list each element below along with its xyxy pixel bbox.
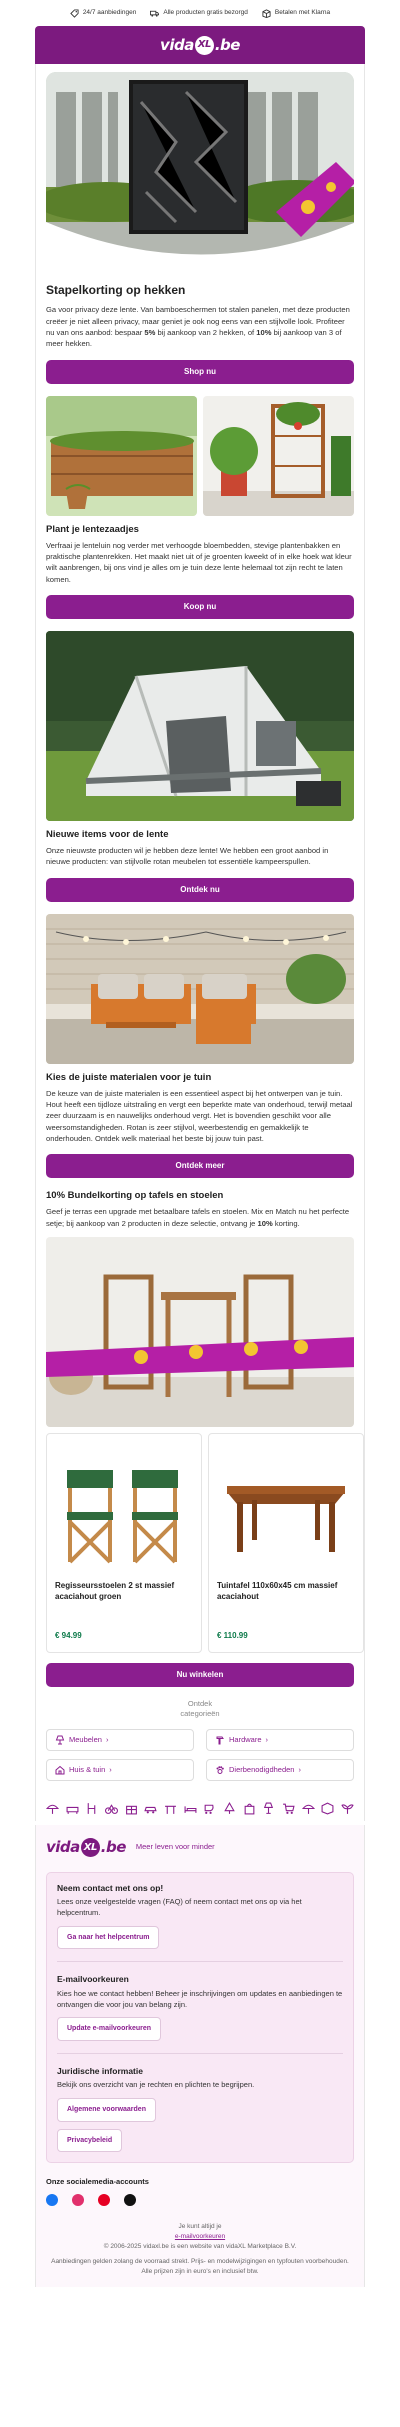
buy-now-button[interactable]: Koop nu (46, 595, 354, 619)
new-items-title: Nieuwe items voor de lente (46, 829, 169, 841)
planters-images (46, 396, 354, 516)
bed-icon (184, 1802, 197, 1815)
house-icon (55, 1765, 65, 1775)
explore-label: Ontdek (187, 1699, 213, 1709)
social-title: Onze socialemedia-accounts (46, 2177, 149, 2187)
copyright: © 2006-2025 vidaxl.be is een website van vidaXL Marketplace B.V. (103, 2242, 297, 2250)
vidaxl-logo[interactable] (160, 35, 240, 55)
cart-icon (282, 1802, 295, 1815)
legal-footer (46, 2222, 354, 2277)
category-pet-supplies[interactable] (206, 1759, 354, 1781)
logo-text: vida (46, 1838, 80, 1857)
tent-illustration (46, 631, 354, 821)
hammer-icon (215, 1735, 225, 1745)
product-card[interactable] (46, 1433, 202, 1653)
garden-table-image (217, 1442, 355, 1572)
usp-item (262, 9, 330, 18)
email-prefs-block (57, 1974, 343, 2041)
gift-icon (125, 1802, 138, 1815)
brand-header (35, 26, 365, 64)
bundle-title: 10% Bundelkorting op tafels en stoelen (46, 1190, 224, 1202)
category-hardware[interactable] (206, 1729, 354, 1751)
email-prefs-text: Kies hoe we contact hebben! Beheer je inschrijvingen om updates en aanbiedingen te ontvangen die voor jou van belang zijn. (57, 1988, 343, 2009)
hero-title: Stapelkorting op hekken (46, 283, 186, 297)
patio-set-illustration (46, 1237, 354, 1427)
tiktok-icon[interactable] (124, 2194, 136, 2206)
product-name: Tuintafel 110x60x45 cm massief acaciahout (217, 1581, 338, 1602)
email-prefs-title: E-mailvoorkeuren (57, 1974, 129, 1985)
lamp-icon (262, 1802, 275, 1815)
bundle-image[interactable] (46, 1237, 354, 1427)
usp-text: Alle producten gratis bezorgd (163, 8, 248, 16)
sofa-illustration (46, 914, 354, 1064)
umbrella-icon (46, 1802, 59, 1815)
logo-text: vida (160, 35, 194, 54)
umbrella-icon (302, 1802, 315, 1815)
raised-bed-illustration (46, 396, 197, 516)
logo-text: .be (214, 35, 240, 54)
contact-text: Lees onze veelgestelde vragen (FAQ) of neem contact met ons op via het helpcentrum. (57, 1897, 302, 1917)
bag-icon (243, 1802, 256, 1815)
truck-icon (150, 9, 159, 18)
box-icon (262, 9, 271, 18)
usp-text: 24/7 aanbiedingen (82, 8, 137, 16)
category-home-garden[interactable] (46, 1759, 194, 1781)
garden-furniture-image[interactable] (46, 914, 354, 1064)
category-icon-strip (46, 1795, 354, 1821)
tag-icon (70, 9, 79, 18)
new-items-text: Onze nieuwste producten wil je hebben deze lente! We hebben een groot aanbod in nieuwe producten: van stijlvolle rotan meubelen tot essentiële kampeerspullen. (46, 845, 329, 867)
unsubscribe-text: Je kunt altijd je (178, 2223, 222, 2231)
category-label: Hardware (229, 1735, 262, 1745)
plant-icon (341, 1802, 354, 1815)
logo-text: .be (100, 1838, 126, 1857)
director-chairs-image (55, 1442, 193, 1572)
product-card[interactable] (208, 1433, 364, 1653)
vidaxl-logo[interactable] (46, 1837, 126, 1857)
box-icon (321, 1802, 334, 1815)
category-label: Dierbenodigdheden (229, 1765, 295, 1775)
update-email-prefs-button[interactable]: Update e-mailvoorkeuren (57, 2017, 161, 2040)
category-label: Huis & tuin (69, 1765, 106, 1775)
table-icon (164, 1802, 177, 1815)
footer (35, 1825, 365, 2287)
bike-icon (105, 1802, 118, 1815)
planters-text: Verfraai je lenteluin nog verder met verhoogde bloembedden, stevige plantenbakken en praktische plantenrekken. Het maakt niet uit of je groenten kweekt of in elke hoek wat kleur wilt aanbrengen, bij ons vind je alles om je tuin deze lente helemaal tot zijn recht te laten komen. (46, 540, 352, 584)
materials-text: De keuze van de juiste materialen is een essentieel aspect bij het ontwerpen van je tuin. Hout heeft een tijdloze uitstraling en vergt een beperkte mate van onderhoud, terwijl metaal zeer duurzaam is en nauwelijks onderhoud vergt. Het is bovendien geschikt voor alle weersomstandigheden. Rotan is zeer stijlvol, weerbestendig en gemakkelijk te onderhouden. Ontdek welk materiaal het beste bij jouw tuin past. (46, 1088, 353, 1144)
gate-illustration (46, 72, 354, 272)
contact-block (57, 1883, 343, 1950)
instagram-icon[interactable] (72, 2194, 84, 2206)
discover-now-button[interactable]: Ontdek nu (46, 878, 354, 902)
stroller-icon (203, 1802, 216, 1815)
usp-item (150, 9, 248, 18)
product-price: € 110.99 (217, 1631, 248, 1641)
planters-title: Plant je lentezaadjes (46, 523, 139, 535)
disclaimer: Aanbiedingen gelden zolang de voorraad strekt. Prijs- en modelwijzigingen en typfouten voorbehouden. Alle prijzen zijn in euro's en inclusief btw. (51, 2258, 349, 2276)
shop-now-bundle-button[interactable]: Nu winkelen (46, 1663, 354, 1687)
materials-title: Kies de juiste materialen voor je tuin (46, 1071, 212, 1083)
email-prefs-link[interactable]: e-mailvoorkeuren (174, 2232, 226, 2240)
sofa-icon (66, 1802, 79, 1815)
terms-button[interactable]: Algemene voorwaarden (57, 2098, 156, 2121)
product-price: € 94.99 (55, 1631, 82, 1641)
legal-text: Bekijk ons overzicht van je rechten en plichten te begrijpen. (57, 2080, 255, 2090)
product-grid (46, 1433, 354, 1653)
category-label: Meubelen (69, 1735, 102, 1745)
category-grid (46, 1729, 354, 1781)
usp-text: Betalen met Klarna (274, 8, 331, 16)
legal-block (57, 2066, 343, 2152)
social-links (46, 2194, 354, 2206)
email-content (35, 64, 365, 1821)
logo-mark: XL (81, 1838, 100, 1857)
lamp-icon (55, 1735, 65, 1745)
discover-more-button[interactable]: Ontdek meer (46, 1154, 354, 1178)
privacy-button[interactable]: Privacybeleid (57, 2129, 122, 2152)
footer-brand (46, 1837, 354, 1857)
info-panel (46, 1872, 354, 2164)
contact-title: Neem contact met ons op! (57, 1882, 164, 1893)
product-name: Regisseursstoelen 2 st massief acaciahout groen (55, 1581, 175, 1602)
usp-bar (0, 0, 400, 26)
divider (57, 2053, 343, 2054)
category-furniture[interactable] (46, 1729, 194, 1751)
planter-image[interactable] (46, 396, 197, 516)
chair-icon (85, 1802, 98, 1815)
paw-icon (215, 1765, 225, 1775)
chevron-right-icon: › (109, 1765, 112, 1775)
chevron-right-icon: › (298, 1765, 301, 1775)
tree-icon (223, 1802, 236, 1815)
explore-label: categorieën (180, 1709, 220, 1719)
planter-image[interactable] (203, 396, 354, 516)
hero-image-gate[interactable] (46, 72, 354, 272)
tagline: Meer leven voor minder (135, 1842, 215, 1852)
logo-mark: XL (195, 36, 214, 55)
plant-rack-illustration (203, 396, 354, 516)
legal-title: Juridische informatie (57, 2065, 143, 2076)
pinterest-icon[interactable] (98, 2194, 110, 2206)
facebook-icon[interactable] (46, 2194, 58, 2206)
chevron-right-icon: › (105, 1735, 109, 1745)
bundle-text: Geef je terras een upgrade met betaalbare tafels en stoelen. Mix en Match nu het perfecte setje; bij aankoop van 2 producten in deze selectie, ontvang je 10% korting. (46, 1207, 350, 1228)
usp-item (70, 9, 137, 18)
help-center-button[interactable]: Ga naar het helpcentrum (57, 1926, 159, 1949)
chevron-right-icon: › (265, 1735, 269, 1745)
shop-now-button[interactable]: Shop nu (46, 360, 354, 384)
tent-image[interactable] (46, 631, 354, 821)
hero-text: Ga voor privacy deze lente. Van bamboeschermen tot stalen panelen, met deze producten creëer je niet alleen privacy, maar geniet je ook nog eens van een stijlvolle look. Profiteer nu van ons aanbod: bespaar 5% bij aankoop van 2 hekken, of 10% bij aankoop van 3 of meer hekken. (46, 305, 350, 349)
divider (57, 1961, 343, 1962)
car-icon (144, 1802, 157, 1815)
explore-heading (46, 1699, 354, 1719)
